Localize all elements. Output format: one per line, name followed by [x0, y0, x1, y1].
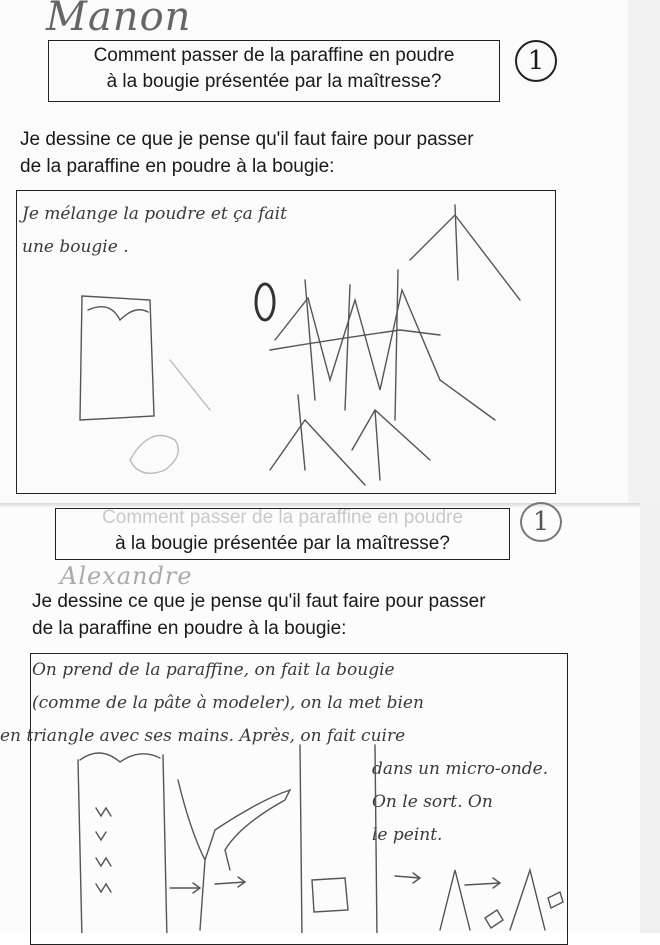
question-line: à la bougie présentée par la maîtresse?: [115, 533, 450, 554]
handwritten-line: On le sort. On: [372, 792, 493, 812]
round-object-sketch: [256, 284, 274, 320]
arrow-sketch: [170, 877, 245, 893]
question-number-badge: 1: [515, 40, 557, 82]
triangle-sketch: [305, 270, 398, 420]
handwritten-line: (comme de la pâte à modeler), on la met bien: [32, 693, 424, 713]
wave-marks: [96, 808, 111, 892]
question-line: Comment passer de la paraffine en poudre: [93, 45, 455, 66]
instruction-line: de la paraffine en poudre à la bougie:: [20, 156, 335, 177]
arrow-sketch: [395, 873, 500, 888]
handwritten-line: dans un micro-onde.: [372, 759, 549, 779]
brush-sketch: [485, 892, 563, 928]
handwritten-line: une bougie .: [22, 237, 129, 257]
handwritten-line: On prend de la paraffine, on fait la bougie: [32, 660, 395, 680]
triangle-sketch: [270, 395, 365, 485]
microwave-sketch: [300, 745, 377, 933]
student-name: Manon: [46, 0, 192, 40]
handwritten-line: Je mélange la poudre et ça fait: [22, 204, 287, 224]
instruction-line: de la paraffine en poudre à la bougie:: [32, 618, 347, 639]
hand-sketch: [178, 780, 290, 930]
handwritten-line: le peint.: [372, 825, 443, 845]
triangle-sketch: [352, 410, 430, 480]
instruction-line: Je dessine ce que je pense qu'il faut faire pour passer: [20, 129, 474, 150]
paraffin-block-sketch: [80, 296, 154, 420]
container-sketch: [78, 753, 167, 933]
instruction-line: Je dessine ce que je pense qu'il faut faire pour passer: [32, 591, 486, 612]
handwritten-line: en triangle avec ses mains. Après, on fait cuire: [0, 726, 406, 746]
question-number-badge: 1: [520, 502, 562, 542]
triangle-sketch: [440, 870, 545, 930]
question-line: à la bougie présentée par la maîtresse?: [106, 71, 442, 92]
faded-question-line: Comment passer de la paraffine en poudre: [102, 507, 463, 528]
triangle-sketch: [270, 330, 440, 350]
triangle-sketch: [410, 205, 520, 300]
student-name: Alexandre: [60, 562, 193, 590]
